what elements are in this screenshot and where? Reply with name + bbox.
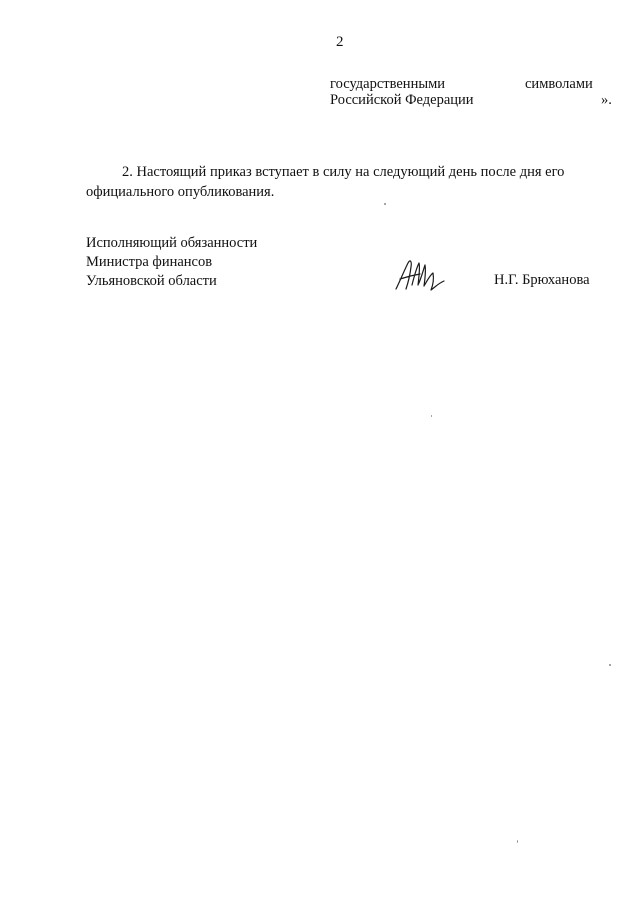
scan-speck	[384, 203, 386, 205]
handwritten-signature	[392, 255, 448, 295]
quote-line2-right: ».	[601, 92, 612, 108]
scan-speck	[517, 840, 518, 843]
paragraph-effective-date: 2. Настоящий приказ вступает в силу на следующий день после дня его официального опубликования.	[86, 163, 565, 200]
quote-line1-left: государственными	[330, 76, 446, 92]
quote-line1-right: символами	[525, 76, 593, 92]
signatory-title-line3: Ульяновской области	[86, 273, 217, 289]
signatory-title-line1: Исполняющий обязанности	[86, 235, 258, 251]
scan-speck	[609, 664, 611, 666]
scan-speck	[431, 415, 432, 417]
signatory-title-line2: Министра финансов	[86, 254, 213, 270]
page-number: 2	[336, 34, 344, 50]
signatory-title	[86, 234, 257, 291]
quote-line2-left: Российской Федерации	[330, 92, 474, 108]
signatory-name: Н.Г. Брюханова	[494, 272, 590, 288]
